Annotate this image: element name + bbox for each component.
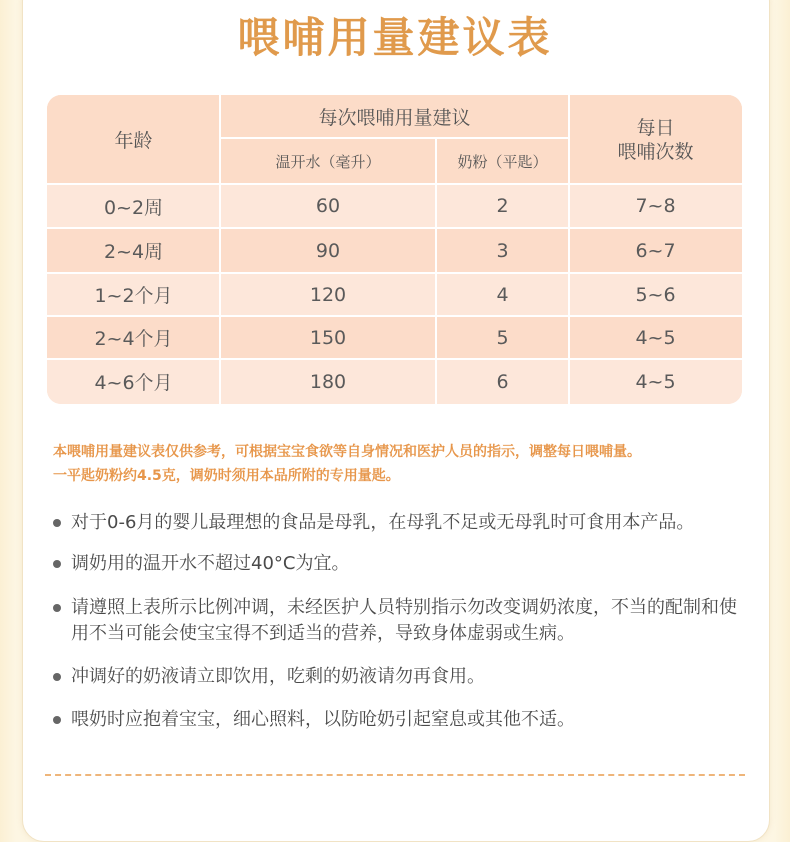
header-water: 温开水（毫升） — [220, 138, 436, 184]
grid-hline-r3 — [47, 315, 742, 317]
tip-text: 调奶用的温开水不超过40°C为宜。 — [71, 553, 350, 574]
bullet-dot-icon — [53, 716, 61, 724]
header-daily-line2: 喂哺次数 — [617, 140, 694, 163]
header-daily-line1: 每日 — [636, 116, 675, 139]
note-line-1: 本喂哺用量建议表仅供参考，可根据宝宝食欲等自身情况和医护人员的指示，调整每日喂哺量。 — [53, 444, 641, 460]
row3-powder: 4 — [436, 273, 569, 316]
row2-powder: 3 — [436, 228, 569, 273]
grid-hline-r4 — [47, 358, 742, 360]
row4-age: 2~4个月 — [47, 316, 220, 359]
grid-vline-2 — [435, 138, 437, 404]
row5-water: 180 — [220, 359, 436, 404]
row5-daily: 4~5 — [569, 359, 742, 404]
note-line-2: 一平匙奶粉约4.5克，调奶时须用本品所附的专用量匙。 — [53, 468, 400, 484]
row1-water: 60 — [220, 184, 436, 228]
row1-age: 0~2周 — [47, 184, 220, 228]
header-powder: 奶粉（平匙） — [436, 138, 569, 184]
row4-daily: 4~5 — [569, 316, 742, 359]
bullet-dot-icon — [53, 673, 61, 681]
header-per-feeding: 每次喂哺用量建议 — [220, 95, 569, 138]
row5-age: 4~6个月 — [47, 359, 220, 404]
usage-tips-list — [53, 510, 753, 733]
tip-item — [53, 510, 753, 536]
tip-text: 请遵照上表所示比例冲调，未经医护人员特别指示勿改变调奶浓度，不当的配制和使用不当可能会使宝宝得不到适当的营养，导致身体虚弱或生病。 — [71, 597, 737, 644]
grid-hline-sub — [220, 137, 569, 139]
row1-powder: 2 — [436, 184, 569, 228]
row2-age: 2~4周 — [47, 228, 220, 273]
header-age: 年龄 — [47, 95, 220, 184]
grid-hline-header — [47, 183, 742, 185]
reference-note — [53, 440, 773, 488]
row4-powder: 5 — [436, 316, 569, 359]
grid-hline-r1 — [47, 227, 742, 229]
row3-water: 120 — [220, 273, 436, 316]
row2-daily: 6~7 — [569, 228, 742, 273]
tip-item — [53, 551, 753, 577]
feeding-table — [47, 95, 742, 404]
dashed-divider — [45, 774, 745, 776]
tip-item — [53, 707, 753, 733]
tip-item — [53, 664, 753, 690]
row4-water: 150 — [220, 316, 436, 359]
tip-text: 对于0-6月的婴儿最理想的食品是母乳，在母乳不足或无母乳时可食用本产品。 — [71, 512, 695, 533]
row1-daily: 7~8 — [569, 184, 742, 228]
tip-text: 冲调好的奶液请立即饮用，吃剩的奶液请勿再食用。 — [71, 666, 485, 687]
bullet-dot-icon — [53, 519, 61, 527]
row5-powder: 6 — [436, 359, 569, 404]
tip-text: 喂奶时应抱着宝宝，细心照料，以防呛奶引起窒息或其他不适。 — [71, 709, 575, 730]
page-title: 喂哺用量建议表 — [237, 13, 553, 62]
row3-daily: 5~6 — [569, 273, 742, 316]
header-daily — [569, 95, 742, 184]
row2-water: 90 — [220, 228, 436, 273]
bullet-dot-icon — [53, 604, 61, 612]
bullet-dot-icon — [53, 560, 61, 568]
tip-item — [53, 595, 753, 647]
row3-age: 1~2个月 — [47, 273, 220, 316]
grid-hline-r2 — [47, 272, 742, 274]
